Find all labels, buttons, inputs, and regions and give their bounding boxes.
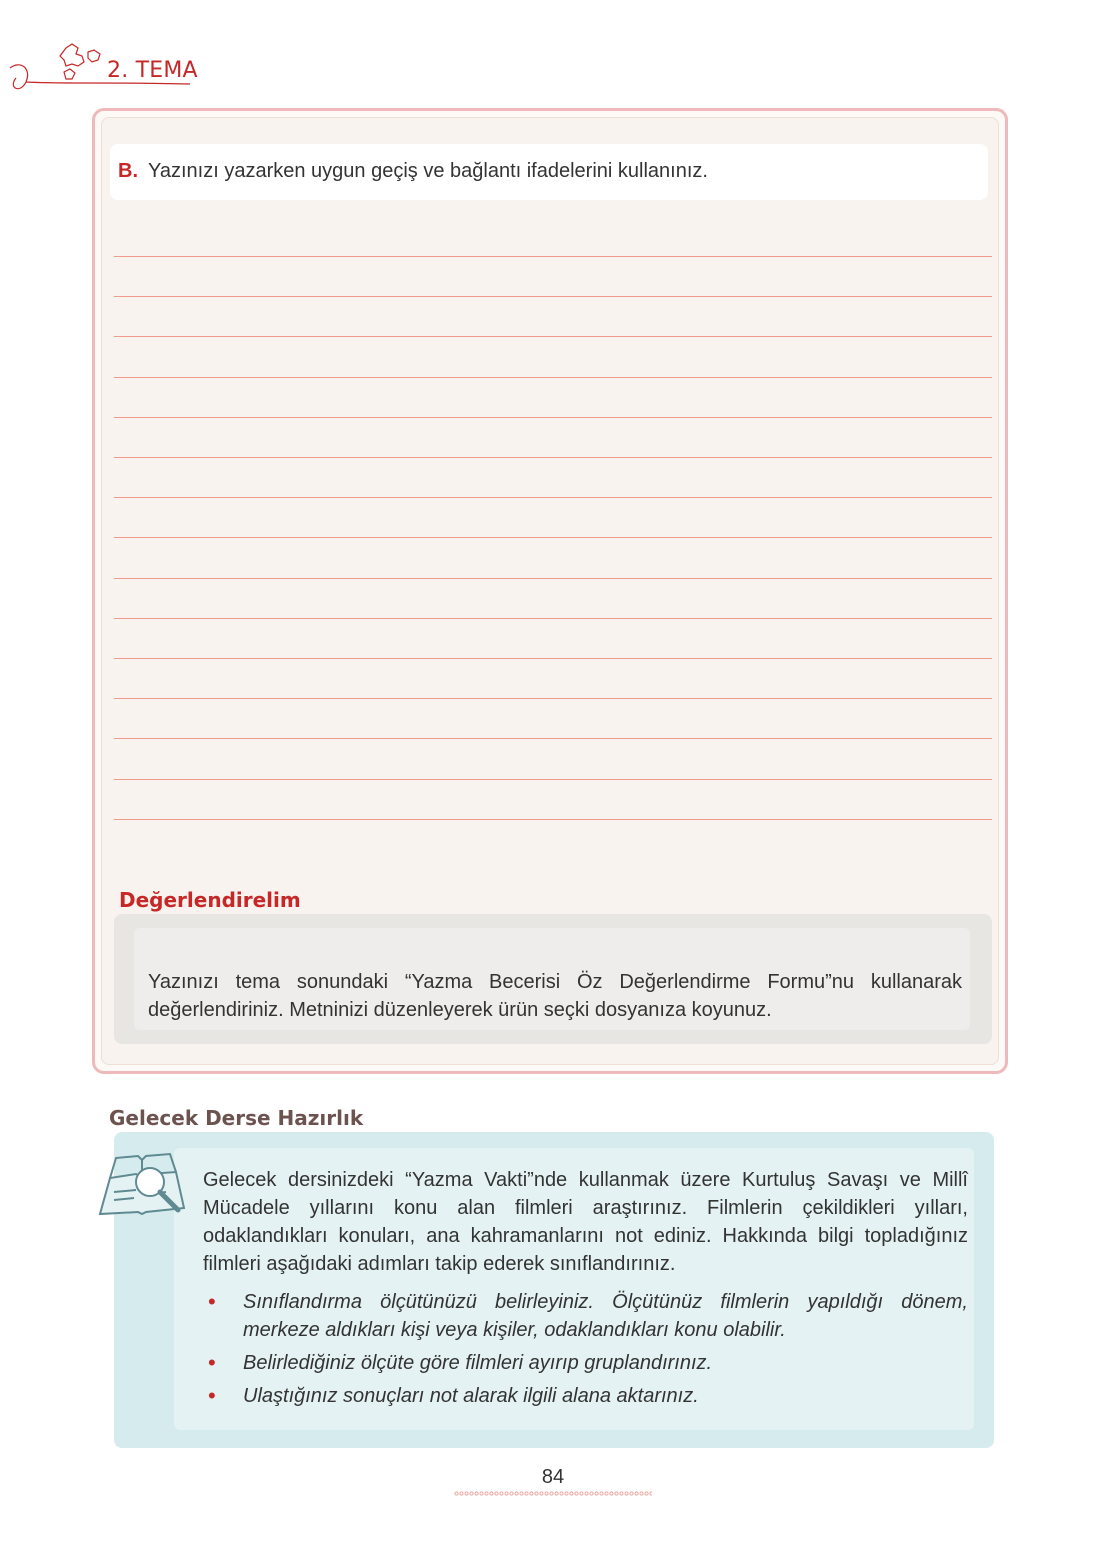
writing-line[interactable] [114,256,992,257]
writing-line[interactable] [114,618,992,619]
writing-line[interactable] [114,698,992,699]
section-b-text: Yazınızı yazarken uygun geçiş ve bağlantı ifadelerini kullanınız. [148,160,708,182]
writing-line[interactable] [114,578,992,579]
page-number-dots [454,1491,652,1497]
writing-line[interactable] [114,336,992,337]
writing-line[interactable] [114,417,992,418]
next-lesson-paragraph: Gelecek dersinizdeki “Yazma Vakti”nde kullanmak üzere Kurtuluş Savaşı ve Millî Mücadele yıllarını konu alan filmleri araştırınız. Filmlerin çekildikleri yılları, odaklandıkları konuları, ana kahramanlarını not ediniz. Hakkında bilgi topladığınız filmleri aşağıdaki adımları takip ederek sınıflandırınız. [203,1169,968,1275]
bullet-dot: • [208,1383,216,1408]
list-item [208,1382,968,1410]
writing-line[interactable] [114,819,992,820]
list-item [208,1288,968,1344]
list-item [208,1349,968,1377]
bullet-text: Ulaştığınız sonuçları not alarak ilgili alana aktarınız. [243,1385,699,1407]
evaluation-text: Yazınızı tema sonundaki “Yazma Becerisi Öz Değerlendirme Formu”nu kullanarak değerlendiriniz. Metninizi düzenleyerek ürün seçki dosyanıza koyunuz. [134,928,970,1030]
next-lesson-title: Gelecek Derse Hazırlık [109,1106,364,1130]
bullet-text: Belirlediğiniz ölçüte göre filmleri ayırıp gruplandırınız. [243,1352,713,1374]
section-b-letter: B. [118,160,138,182]
bullet-text: Sınıflandırma ölçütünüzü belirleyiniz. Ölçütünüz filmlerin yapıldığı dönem, merkeze aldıkları kişi veya kişiler, odaklandıkları konu olabilir. [243,1291,968,1341]
page-number: 84 [541,1466,565,1488]
writing-line[interactable] [114,457,992,458]
writing-line[interactable] [114,296,992,297]
evaluation-title: Değerlendirelim [119,888,301,912]
theme-label: 2. TEMA [107,58,198,83]
writing-line[interactable] [114,537,992,538]
evaluation-box [114,914,992,1044]
writing-line[interactable] [114,497,992,498]
writing-line[interactable] [114,377,992,378]
writing-line[interactable] [114,658,992,659]
section-b-instruction [110,144,988,200]
next-lesson-bullets [208,1288,968,1415]
bullet-dot: • [208,1350,216,1375]
book-magnifier-icon [96,1148,188,1220]
writing-line[interactable] [114,738,992,739]
next-lesson-box [114,1132,994,1448]
bullet-dot: • [208,1289,216,1314]
writing-line[interactable] [114,779,992,780]
theme-header [0,38,220,108]
